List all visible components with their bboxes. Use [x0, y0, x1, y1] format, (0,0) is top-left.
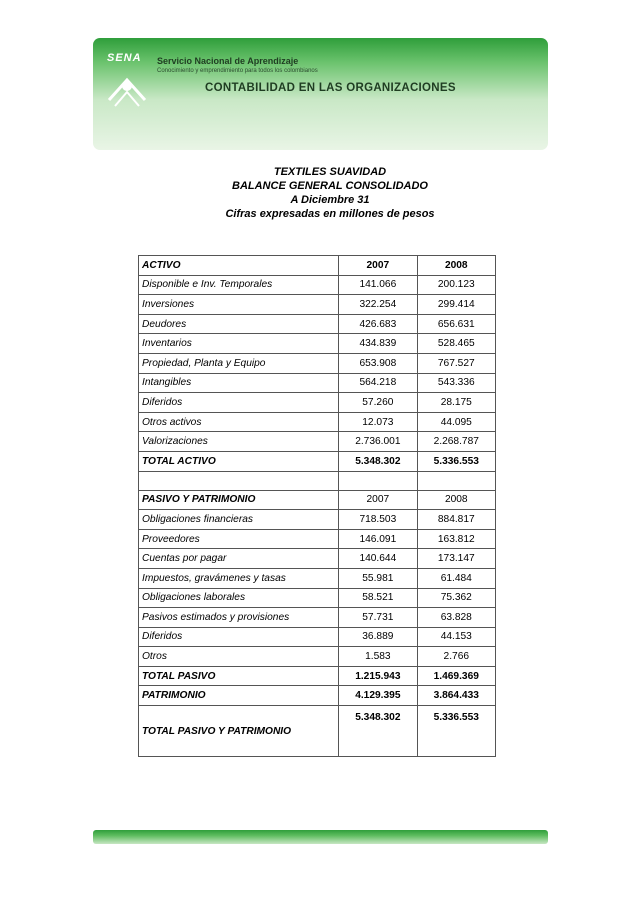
- value-2007: 1.215.943: [339, 666, 417, 686]
- course-title: CONTABILIDAD EN LAS ORGANIZACIONES: [205, 82, 456, 94]
- table-row: [139, 510, 496, 530]
- row-label: ACTIVO: [139, 256, 339, 276]
- value-2008: 75.362: [417, 588, 495, 608]
- value-2007: 12.073: [339, 412, 417, 432]
- org-tagline: Conocimiento y emprendimiento para todos los colombianos: [157, 68, 318, 74]
- table-row: [139, 373, 496, 393]
- row-label: Cuentas por pagar: [139, 549, 339, 569]
- value-2008: 173.147: [417, 549, 495, 569]
- value-2007: 2.736.001: [339, 432, 417, 452]
- table-row: [139, 432, 496, 452]
- value-2007: 653.908: [339, 353, 417, 373]
- row-label: Deudores: [139, 314, 339, 334]
- value-2008: 44.095: [417, 412, 495, 432]
- statement-date: A Diciembre 31: [290, 194, 370, 206]
- value-2008: 3.864.433: [417, 686, 495, 706]
- value-2007: 2007: [339, 490, 417, 510]
- row-label: Inversiones: [139, 295, 339, 315]
- value-2008: 44.153: [417, 627, 495, 647]
- value-2008: 884.817: [417, 510, 495, 530]
- table-row: [139, 412, 496, 432]
- table-row: [139, 353, 496, 373]
- org-name: Servicio Nacional de Aprendizaje: [157, 56, 299, 66]
- table-row: [139, 568, 496, 588]
- row-label: Impuestos, gravámenes y tasas: [139, 568, 339, 588]
- footer-bar: [93, 830, 548, 844]
- value-2007: 57.731: [339, 608, 417, 628]
- row-label: Pasivos estimados y provisiones: [139, 608, 339, 628]
- value-2007: 322.254: [339, 295, 417, 315]
- value-2007: 140.644: [339, 549, 417, 569]
- row-label: [139, 471, 339, 490]
- row-label: TOTAL ACTIVO: [139, 451, 339, 471]
- row-label: Obligaciones financieras: [139, 510, 339, 530]
- value-2008: 5.336.553: [417, 706, 495, 757]
- value-2007: 141.066: [339, 275, 417, 295]
- patrimonio-row: [139, 686, 496, 706]
- row-label: PATRIMONIO: [139, 686, 339, 706]
- value-2008: 163.812: [417, 529, 495, 549]
- row-label: Intangibles: [139, 373, 339, 393]
- value-2008: 543.336: [417, 373, 495, 393]
- value-2008: 200.123: [417, 275, 495, 295]
- row-label: Propiedad, Planta y Equipo: [139, 353, 339, 373]
- value-2008: 5.336.553: [417, 451, 495, 471]
- row-label: Otros activos: [139, 412, 339, 432]
- value-2007: 5.348.302: [339, 451, 417, 471]
- value-2008: 2.268.787: [417, 432, 495, 452]
- table-row: [139, 549, 496, 569]
- row-label: Inventarios: [139, 334, 339, 354]
- value-2008: 2008: [417, 490, 495, 510]
- table-row: [139, 627, 496, 647]
- header-banner: [93, 38, 548, 150]
- table-row: [139, 647, 496, 667]
- value-2008: 656.631: [417, 314, 495, 334]
- sena-logo-text: SENA: [107, 52, 142, 64]
- value-2007: 146.091: [339, 529, 417, 549]
- company-name: TEXTILES SUAVIDAD: [273, 166, 387, 178]
- activo-header-row: [139, 256, 496, 276]
- row-label: Proveedores: [139, 529, 339, 549]
- value-2007: 1.583: [339, 647, 417, 667]
- statement-units: Cifras expresadas en millones de pesos: [225, 208, 435, 220]
- value-2007: 4.129.395: [339, 686, 417, 706]
- value-2007: 2007: [339, 256, 417, 276]
- row-label: PASIVO Y PATRIMONIO: [139, 490, 339, 510]
- table-row: [139, 295, 496, 315]
- value-2007: 564.218: [339, 373, 417, 393]
- value-2008: 61.484: [417, 568, 495, 588]
- table-row: [139, 334, 496, 354]
- value-2007: 718.503: [339, 510, 417, 530]
- value-2008: [417, 471, 495, 490]
- row-label: TOTAL PASIVO Y PATRIMONIO: [139, 706, 339, 757]
- value-2007: 426.683: [339, 314, 417, 334]
- value-2008: 2008: [417, 256, 495, 276]
- value-2007: 55.981: [339, 568, 417, 588]
- value-2007: 36.889: [339, 627, 417, 647]
- row-label: Obligaciones laborales: [139, 588, 339, 608]
- table-row: [139, 529, 496, 549]
- value-2008: 767.527: [417, 353, 495, 373]
- row-label: Diferidos: [139, 627, 339, 647]
- spacer-row: [139, 471, 496, 490]
- total-activo-row: [139, 451, 496, 471]
- row-label: Valorizaciones: [139, 432, 339, 452]
- value-2008: 2.766: [417, 647, 495, 667]
- value-2008: 28.175: [417, 393, 495, 413]
- value-2008: 63.828: [417, 608, 495, 628]
- value-2008: 299.414: [417, 295, 495, 315]
- balance-table: [138, 255, 496, 757]
- table-row: [139, 608, 496, 628]
- table-row: [139, 314, 496, 334]
- value-2007: 57.260: [339, 393, 417, 413]
- row-label: TOTAL PASIVO: [139, 666, 339, 686]
- row-label: Disponible e Inv. Temporales: [139, 275, 339, 295]
- table-row: [139, 588, 496, 608]
- value-2007: 58.521: [339, 588, 417, 608]
- total-pasivo-patrimonio-row: [139, 706, 496, 757]
- value-2008: 1.469.369: [417, 666, 495, 686]
- row-label: Otros: [139, 647, 339, 667]
- value-2007: [339, 471, 417, 490]
- value-2007: 434.839: [339, 334, 417, 354]
- pasivo-header-row: [139, 490, 496, 510]
- total-pasivo-row: [139, 666, 496, 686]
- value-2008: 528.465: [417, 334, 495, 354]
- table-row: [139, 275, 496, 295]
- statement-title: BALANCE GENERAL CONSOLIDADO: [232, 180, 428, 192]
- row-label: Diferidos: [139, 393, 339, 413]
- value-2007: 5.348.302: [339, 706, 417, 757]
- table-row: [139, 393, 496, 413]
